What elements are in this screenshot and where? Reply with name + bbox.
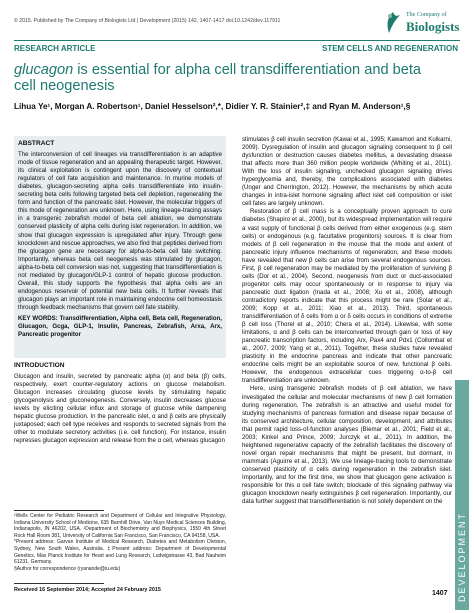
logo-small-text: The Company of xyxy=(406,12,447,18)
keywords-list: Transdifferentiation, Alpha cell, Beta cell, Regeneration, Glucagon, Gcga, GLP-1, Insulin, Pancreas, Zebrafish, Arxa, Arx, Pancreatic progenitor xyxy=(18,314,222,339)
body-paragraph: stimulates β cell insulin secretion (Kawai et al., 1995; Kawamori and Kulkarni, 2009). Dysregulation of insulin and glucagon signaling consequent to β cell dysfunction or destruction causes diabetes mellitus, a devastating disease that affects more than 360 million people worldwide (Whiting et al., 2011). With the loss of insulin signaling, unchecked glucagon signaling drives hyperglycemia and, thereby, the complications associated with diabetes (Unger and Cherrington, 2012). However, the mechanisms by which acute changes in intra-islet hormone signaling affect islet cell composition or islet cell fates are largely unknown. xyxy=(242,136,452,208)
body-paragraph: Restoration of β cell mass is a conceptually proven approach to cure diabetes (Shapiro et al., 2000), but its widespread implementation will require a vast supply of functional β cells derived from either exogenous (e.g. stem cells) or endogenous (e.g. facultative progenitors) sources. It is clear from models of β cell regeneration in the mouse that the mode and extent of pancreatic injury influence mechanisms of regeneration, and these models have revealed that new β cells can arise from several endogenous sources. First, β cell regeneration may be mediated by the proliferation of surviving β cells (Dor et al., 2004). Second, neogenesis from duct or duct-associated progenitor cells may occur spontaneously or in response to injury via pancreatic duct ligation (Inada et al., 2008; Xu et al., 2008), although contradictory reports indicate that this process might be rare (Solar et al., 2009; Kopp et al., 2011; Xiao et al., 2013). Third, spontaneous transdifferentiation of δ cells from α or δ cells occurs in conditions of extreme β cell loss (Thorel et al., 2010; Chera et al., 2014). Likewise, with some limitations, α and β cells can be interconverted through gain or loss of key pancreatic transcription factors, including Arx, Pax4 and Pdx1 (Collombat et al., 2007, 2009; Yang et al., 2011). Together, these studies have revealed plasticity in the endocrine pancreas and indicate that other pancreatic endocrine cells might be an exploitable source of new, functional β cells. However, the endogenous extracellular cues triggering α-to-β cell transdifferentiation are unknown. xyxy=(242,208,452,385)
copyright-line: © 2015. Published by The Company of Biologists Ltd | Development (2015) 142, 1407-1417 doi:10.1242/dev.117911 xyxy=(14,18,281,24)
abstract-heading: ABSTRACT xyxy=(18,140,55,147)
abstract-text: The interconversion of cell lineages via transdifferentiation is an adaptive mode of tissue regeneration and an appealing therapeutic target. However, its clinical exploitation is contingent upon the discovery of contextual regulators of cell fate acquisition and maintenance. In murine models of diabetes, glucagon-secreting alpha cells transdifferentiate into insulin-secreting beta cells following targeted beta cell depletion, regenerating the form and function of the pancreatic islet. However, the molecular triggers of this mode of regeneration are unknown. Here, using lineage-tracing assays in a transgenic zebrafish model of beta cell ablation, we demonstrate conserved plasticity of alpha cells during islet regeneration. In addition, we show that glucagon expression is upregulated after injury. Through gene knockdown and rescue approaches, we also find that peptides derived from the glucagon gene are necessary for alpha-to-beta cell fate switching. Importantly, whereas beta cell neogenesis was stimulated by glucagon, alpha-to-beta cell conversion was not, suggesting that transdifferentiation is not mediated by glucagon/GLP-1 control of hepatic glucose production. Overall, this study supports the hypothesis that alpha cells are an endogenous reservoir of potential new beta cells. It further reveals that glucagon plays an important role in maintaining endocrine cell homeostasis through feedback mechanisms that govern cell fate stability. xyxy=(18,151,222,311)
article-title xyxy=(14,62,434,94)
introduction-section xyxy=(14,362,226,445)
page-number: 1407 xyxy=(432,590,448,597)
section-right: STEM CELLS AND REGENERATION xyxy=(321,44,458,53)
right-column xyxy=(242,136,452,506)
header-rule xyxy=(14,40,460,41)
footnotes xyxy=(14,513,226,572)
footnote-affiliations: ¹Wells Center for Pediatric Research and Department of Cellular and Integrative Physiology, Indiana University School of Medicine, 635 Barnhill Drive, Van Nuys Medical Sciences Building, Indianapolis, IN 46202, USA. ²Department of Biochemistry and Biophysics, 1550 4th Street Rock Hall Room 381, University of California San Francisco, San Francisco, CA 94158, USA. xyxy=(14,513,226,539)
received-dates: Received 16 September 2014; Accepted 24 February 2015 xyxy=(14,587,161,593)
footnote-present-addresses: *Present address: Garvan Institute of Medical Research, Diabetes and Metabolism Division, Sydney, New South Wales, Australia. ‡Present address: Department of Developmental Genetics, Max Planck Institute for Heart and Lung Research, Ludwigstrasse 43, Bad Nauheim 61231, Germany. xyxy=(14,539,226,566)
footnote-rule xyxy=(14,510,104,511)
title-gene: glucagon xyxy=(14,62,74,78)
keywords-label: KEY WORDS: xyxy=(18,314,58,322)
title-rest: is essential for alpha cell transdifferentiation and beta cell neogenesis xyxy=(14,62,422,94)
footnote-correspondence: §Author for correspondence (ryanande@iu.edu) xyxy=(14,565,121,572)
keywords xyxy=(18,315,222,339)
development-sidebar xyxy=(455,380,469,610)
sidebar-label: DEVELOPMENT xyxy=(457,511,467,602)
author-list: Lihua Ye¹, Morgan A. Robertson¹, Daniel Hesselson²,*, Didier Y. R. Stainier²,‡ and Ryan M. Anderson¹,§ xyxy=(14,102,411,111)
logo-big-text: Biologists xyxy=(406,19,460,34)
logo-mark-icon xyxy=(384,11,402,35)
abstract-section xyxy=(18,140,222,339)
received-rule xyxy=(14,583,104,584)
section-left: RESEARCH ARTICLE xyxy=(14,44,96,53)
introduction-heading: INTRODUCTION xyxy=(14,362,65,369)
body-paragraph: Here, using transgenic zebrafish models of β cell ablation, we have investigated the cellular and molecular mechanisms of new β cell formation during regeneration. The zebrafish is an attractive and useful model for studying mechanisms of pancreas formation and disease repair because of its conserved architecture, cellular composition, development, and attributes that permit rapid loss-of-function analyses (Biemar et al., 2001; Field et al., 2003; Kinkel and Prince, 2009; Jurczyk et al., 2011). In addition, the heightened regenerative capacity of the zebrafish facilitates the discovery of novel organ repair mechanisms that might be present, but dormant, in mammals (Aguirre et al., 2013). We use lineage-tracing tools to demonstrate conserved plasticity of α cells during regeneration in the zebrafish islet. Importantly, and for the first time, we show that glucagon gene activation is responsible for this α cell fate switch; blockade of this signaling pathway via glucagon knockdown nearly extinguishes β cell regeneration. Importantly, our data further suggest that transdifferentiation is not solely dependent on the xyxy=(242,385,452,506)
publisher-logo xyxy=(384,9,460,39)
introduction-text: Glucagon and insulin, secreted by pancreatic alpha (α) and beta (β) cells, respectively, exert counter-regulatory actions on glucose metabolism. Glucagon increases circulating glucose levels by stimulating hepatic glycogenolysis and gluconeogenesis. Conversely, insulin decreases glucose levels by eliciting cellular influx and storage of glucose while dampening hepatic glucose production. In the pancreatic islet, α and β cells are physically juxtaposed; each cell type receives and responds to secreted signals from the other to modulate secretory activities (i.e. cell function). For instance, insulin represses glucagon expression and release from the α cell, whereas glucagon xyxy=(14,373,226,445)
